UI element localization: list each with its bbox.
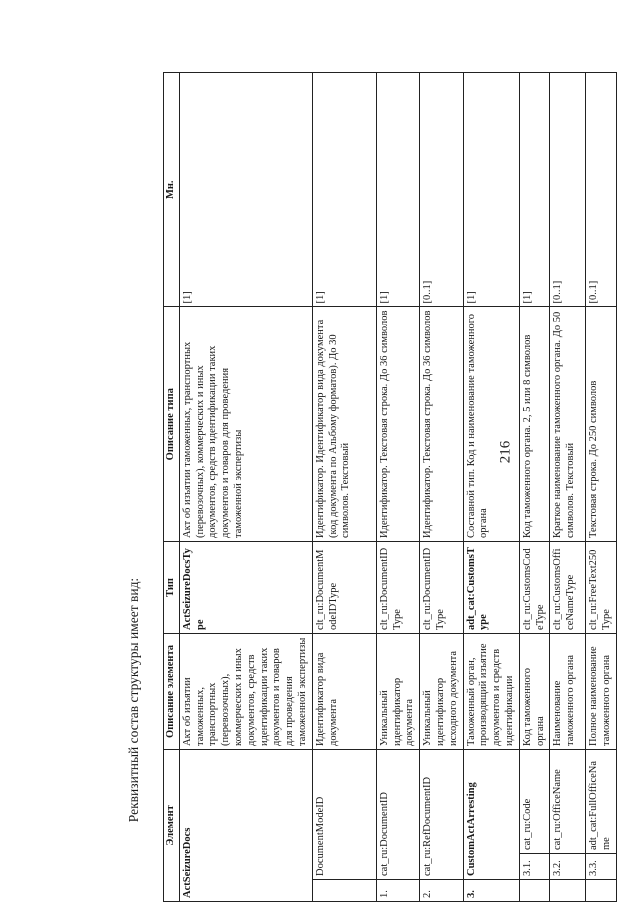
row-number: 3. bbox=[463, 880, 519, 902]
table-row bbox=[586, 73, 617, 902]
header-element: Элемент bbox=[164, 749, 180, 901]
row-indent bbox=[550, 880, 586, 902]
header-element-description: Описание элемента bbox=[164, 633, 180, 749]
multiplicity: [1] bbox=[463, 73, 519, 307]
element-description: Код таможенного органа bbox=[519, 633, 550, 749]
row-indent bbox=[519, 880, 550, 902]
element-type: clt_ru:DocumentIDType bbox=[420, 541, 463, 633]
multiplicity: [0..1] bbox=[550, 73, 586, 307]
element-description: Идентификатор вида документа bbox=[312, 633, 376, 749]
element-type: clt_ru:DocumentModeIDType bbox=[312, 541, 376, 633]
element-description: Уникальный идентификатор исходного документа bbox=[420, 633, 463, 749]
element-type: clt_ru:FreeText250Type bbox=[586, 541, 617, 633]
page-number: 216 bbox=[497, 440, 514, 464]
table-row bbox=[463, 73, 519, 902]
row-number: 2. bbox=[420, 880, 463, 902]
header-type: Тип bbox=[164, 541, 180, 633]
type-description: Код таможенного органа. 2, 5 или 8 символов bbox=[519, 307, 550, 541]
table-row bbox=[376, 73, 419, 902]
type-description: Акт об изъятии таможенных, транспортных (перевозочных), коммерческих и иных документов, средств идентификации таких документов и товаров для проведения таможенной экспертизы bbox=[179, 307, 312, 541]
element-type: clt_ru:DocumentIDType bbox=[376, 541, 419, 633]
element-description: Наименование таможенного органа bbox=[550, 633, 586, 749]
table-header-row bbox=[164, 73, 180, 902]
header-type-description: Описание типа bbox=[164, 307, 180, 541]
row-number: 3.1. bbox=[519, 854, 550, 880]
row-indent bbox=[586, 880, 617, 902]
element-description: Таможенный орган, производящий изъятие документов и средств идентификации bbox=[463, 633, 519, 749]
intro-text: Реквизитный состав структуры имеет вид: bbox=[126, 577, 141, 823]
element-type: adt_cat:CustomsType bbox=[463, 541, 519, 633]
row-number: 3.2. bbox=[550, 854, 586, 880]
multiplicity: [1] bbox=[519, 73, 550, 307]
element-name: ActSeizureDocs bbox=[179, 749, 312, 901]
multiplicity: [0..1] bbox=[420, 73, 463, 307]
element-name: adt_cat:FullOfficeName bbox=[586, 749, 617, 853]
type-description: Идентификатор. Идентификатор вида документа (код документа по Альбому форматов). До 30 символов. Текстовый bbox=[312, 307, 376, 541]
type-description: Текстовая строка. До 250 символов bbox=[586, 307, 617, 541]
element-type: ActSeizureDocsType bbox=[179, 541, 312, 633]
multiplicity: [1] bbox=[312, 73, 376, 307]
header-multiplicity: Мн. bbox=[164, 73, 180, 307]
multiplicity: [0..1] bbox=[586, 73, 617, 307]
row-number: 1. bbox=[376, 880, 419, 902]
table-row bbox=[312, 73, 376, 902]
element-type: clt_ru:CustomsOfficeNameType bbox=[550, 541, 586, 633]
table-row bbox=[550, 73, 586, 902]
table-row bbox=[420, 73, 463, 902]
table-row bbox=[519, 73, 550, 902]
element-name: cat_ru:DocumentID bbox=[376, 749, 419, 879]
multiplicity: [1] bbox=[179, 73, 312, 307]
element-name: DocumentModeID bbox=[312, 749, 376, 879]
row-indent bbox=[312, 880, 376, 902]
multiplicity: [1] bbox=[376, 73, 419, 307]
type-description: Краткое наименование таможенного органа. До 50 символов. Текстовый bbox=[550, 307, 586, 541]
table-row bbox=[179, 73, 312, 902]
requisites-table bbox=[163, 72, 617, 902]
element-name: cat_ru:Code bbox=[519, 749, 550, 853]
element-type: clt_ru:CustomsCodeType bbox=[519, 541, 550, 633]
type-description: Составной тип. Код и наименование таможенного органа bbox=[463, 307, 519, 541]
element-description: Полное наименование таможенного органа bbox=[586, 633, 617, 749]
element-name: cat_ru:RefDocumentID bbox=[420, 749, 463, 879]
type-description: Идентификатор. Текстовая строка. До 36 символов bbox=[420, 307, 463, 541]
element-name: CustomActArresting bbox=[463, 749, 519, 879]
row-number: 3.3. bbox=[586, 854, 617, 880]
type-description: Идентификатор. Текстовая строка. До 36 символов bbox=[376, 307, 419, 541]
element-description: Акт об изъятии таможенных, транспортных (перевозочных), коммерческих и иных документов, средств идентификации таких документов и товаров для проведения таможенной экспертизы bbox=[179, 633, 312, 749]
element-name: cat_ru:OfficeName bbox=[550, 749, 586, 853]
element-description: Уникальный идентификатор документа bbox=[376, 633, 419, 749]
requisites-table-container bbox=[163, 72, 613, 902]
